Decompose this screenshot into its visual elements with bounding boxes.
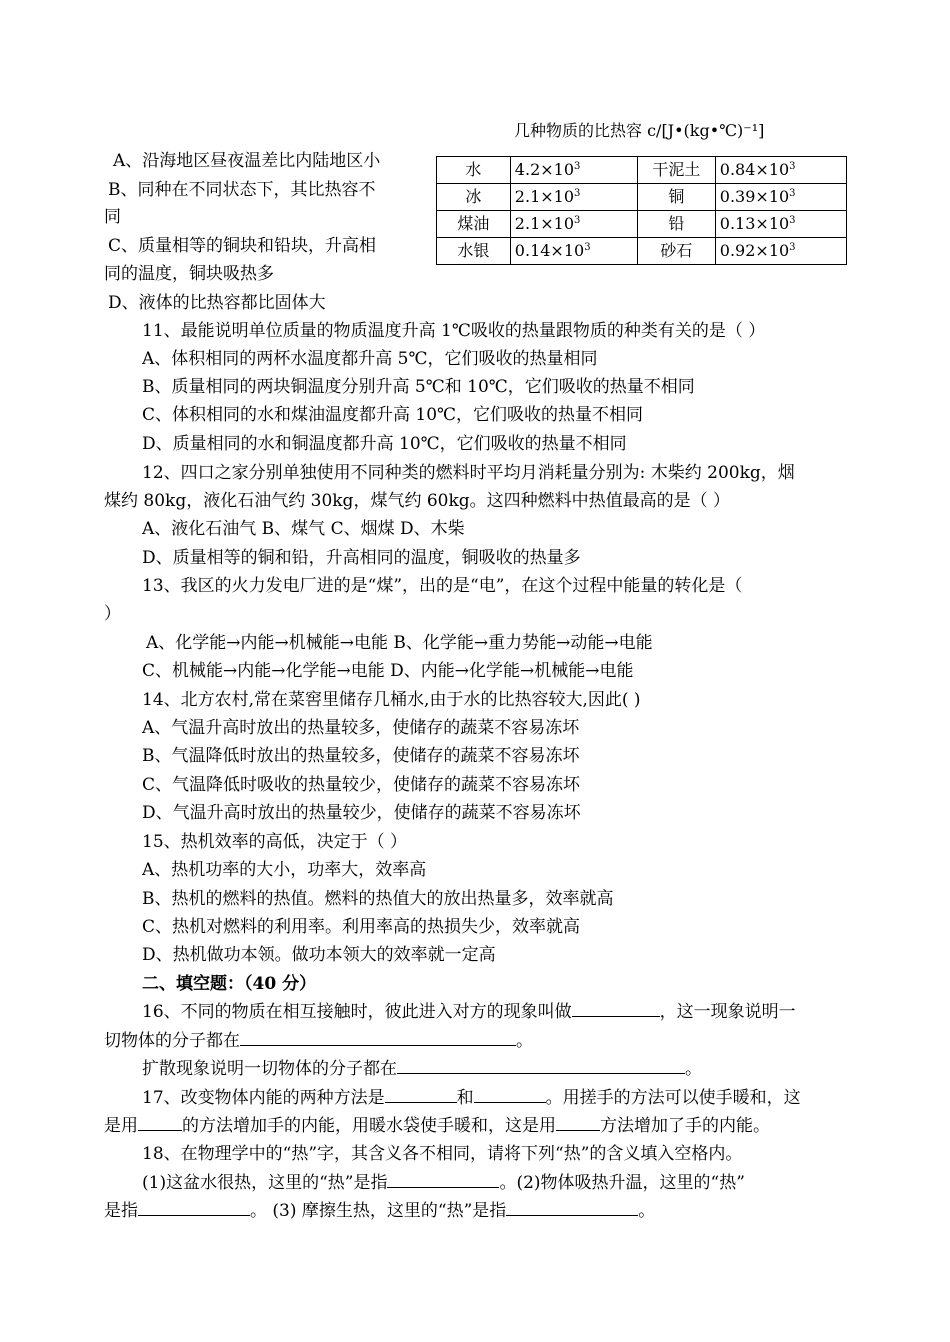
q18-stem: 18、在物理学中的“热”字，其含义各不相同，请将下列“热”的含义填入空格内。 xyxy=(142,1144,743,1164)
table-row xyxy=(437,157,847,184)
q12-stem-line1: 12、四口之家分别单独使用不同种类的燃料时平均月消耗量分别为: 木柴约 200kg，烟 xyxy=(142,463,795,483)
q13-stem-line1: 13、我区的火力发电厂进的是“煤”，出的是“电”，在这个过程中能量的转化是（ xyxy=(142,576,743,596)
q18-text-1: (1)这盆水很热，这里的“热”是指 xyxy=(142,1173,388,1193)
q14-option-a: A、气温升高时放出的热量较多，使储存的蔬菜不容易冻坏 xyxy=(142,718,580,738)
q18-text-5: 。 xyxy=(638,1201,656,1221)
q11-stem: 11、最能说明单位质量的物质温度升高 1℃吸收的热量跟物质的种类有关的是（ ） xyxy=(142,321,766,341)
specific-heat-value-exponent: 3 xyxy=(574,161,581,172)
q16-text-1: 16、不同的物质在相互接触时，彼此进入对方的现象叫做 xyxy=(142,1002,572,1022)
q11-option-d: D、质量相同的水和铜温度都升高 10℃，它们吸收的热量不相同 xyxy=(142,434,627,454)
q17-text-3: 。用搓手的方法可以使手暖和，这 xyxy=(545,1088,801,1108)
q16-blank-1[interactable] xyxy=(572,1001,660,1017)
q10-option-c-line1: C、质量相等的铜块和铅块，升高相 xyxy=(108,236,377,256)
specific-heat-value-mantissa: 2.1×10 xyxy=(514,214,575,233)
q17-text-6: 方法增加了手的内能。 xyxy=(600,1116,770,1136)
specific-heat-value-mantissa: 0.92×10 xyxy=(719,241,790,260)
substance-name: 铜 xyxy=(637,184,715,211)
q17-line2 xyxy=(104,1115,770,1137)
q16-line3 xyxy=(142,1058,702,1080)
q10-option-a: A、沿海地区昼夜温差比内陆地区小 xyxy=(113,151,381,171)
q17-text-1: 17、改变物体内能的两种方法是 xyxy=(142,1088,385,1108)
q17-blank-2[interactable] xyxy=(474,1087,546,1103)
q11-option-c: C、体积相同的水和煤油温度都升高 10℃，它们吸收的热量不相同 xyxy=(142,405,644,425)
specific-heat-value-mantissa: 0.14×10 xyxy=(514,241,585,260)
specific-heat-value-exponent: 3 xyxy=(789,188,796,199)
q15-option-c: C、热机对燃料的利用率。利用率高的热损失少，效率就高 xyxy=(142,917,581,937)
q15-option-d: D、热机做功本领。做功本领大的效率就一定高 xyxy=(142,945,496,965)
q16-text-2: ，这一现象说明一 xyxy=(659,1002,796,1022)
q17-blank-4[interactable] xyxy=(556,1115,600,1131)
specific-heat-value-mantissa: 0.39×10 xyxy=(719,187,790,206)
table-row xyxy=(437,238,847,265)
specific-heat-value xyxy=(510,157,637,184)
q17-line1 xyxy=(142,1087,801,1109)
specific-heat-value xyxy=(510,238,637,265)
q12-extra-option: D、质量相等的铜和铅，升高相同的温度，铜吸收的热量多 xyxy=(142,548,581,568)
specific-heat-value-exponent: 3 xyxy=(789,242,796,253)
q13-options-ab: A、化学能→内能→机械能→电能 B、化学能→重力势能→动能→电能 xyxy=(146,633,653,653)
q14-option-d: D、气温升高时放出的热量较少，使储存的蔬菜不容易冻坏 xyxy=(142,803,581,823)
q16-line1 xyxy=(142,1001,796,1023)
q12-stem-line2: 煤约 80kg，液化石油气约 30kg，煤气约 60kg。这四种燃料中热值最高的是（ ） xyxy=(104,491,731,511)
q15-option-b: B、热机的燃料的热值。燃料的热值大的放出热量多，效率就高 xyxy=(142,889,614,909)
q18-text-2: 。(2)物体吸热升温，这里的“热” xyxy=(499,1173,745,1193)
q17-blank-3[interactable] xyxy=(138,1115,182,1131)
q16-blank-3[interactable] xyxy=(397,1058,685,1074)
specific-heat-table xyxy=(436,156,847,265)
specific-heat-value-mantissa: 4.2×10 xyxy=(514,160,575,179)
specific-heat-value xyxy=(715,184,846,211)
substance-name: 冰 xyxy=(437,184,511,211)
q15-stem: 15、热机效率的高低，决定于（ ） xyxy=(142,832,408,852)
q17-blank-1[interactable] xyxy=(385,1087,457,1103)
q17-text-5: 的方法增加手的内能，用暖水袋使手暖和，这是用 xyxy=(182,1116,556,1136)
q16-text-3: 切物体的分子都在 xyxy=(104,1031,240,1051)
q14-option-c: C、气温降低时吸收的热量较少，使储存的蔬菜不容易冻坏 xyxy=(142,775,581,795)
q18-line1 xyxy=(142,1172,745,1194)
table-row xyxy=(437,211,847,238)
specific-heat-value-mantissa: 0.13×10 xyxy=(719,214,790,233)
specific-heat-value-exponent: 3 xyxy=(574,215,581,226)
q14-option-b: B、气温降低时放出的热量较多，使储存的蔬菜不容易冻坏 xyxy=(142,746,580,766)
q16-text-4: 。 xyxy=(516,1031,533,1051)
table-row xyxy=(437,184,847,211)
specific-heat-value xyxy=(715,211,846,238)
q18-blank-3[interactable] xyxy=(506,1200,638,1216)
specific-heat-value xyxy=(510,211,637,238)
q12-options: A、液化石油气 B、煤气 C、烟煤 D、木柴 xyxy=(142,519,465,539)
specific-heat-value xyxy=(510,184,637,211)
q10-option-b-line1: B、同种在不同状态下，其比热容不 xyxy=(108,180,376,200)
q16-text-6: 。 xyxy=(685,1059,702,1079)
q17-text-4: 是用 xyxy=(104,1116,138,1136)
q13-stem-line2: ） xyxy=(104,604,121,624)
q18-blank-1[interactable] xyxy=(387,1172,499,1188)
specific-heat-value-exponent: 3 xyxy=(574,188,581,199)
specific-heat-value-mantissa: 2.1×10 xyxy=(514,187,575,206)
specific-heat-value xyxy=(715,157,846,184)
specific-heat-value xyxy=(715,238,846,265)
substance-name: 水银 xyxy=(437,238,511,265)
q18-line2 xyxy=(104,1200,655,1222)
q10-option-c-line2: 同的温度，铜块吸热多 xyxy=(104,264,274,284)
q18-text-3: 是指 xyxy=(104,1201,138,1221)
q10-option-b-line2: 同 xyxy=(104,207,121,227)
section-2-heading: 二、填空题：（40 分） xyxy=(142,974,317,994)
specific-heat-value-exponent: 3 xyxy=(584,242,591,253)
specific-heat-value-exponent: 3 xyxy=(789,161,796,172)
q11-option-b: B、质量相同的两块铜温度分别升高 5℃和 10℃，它们吸收的热量不相同 xyxy=(142,377,695,397)
q16-text-5: 扩散现象说明一切物体的分子都在 xyxy=(142,1059,397,1079)
substance-name: 煤油 xyxy=(437,211,511,238)
q10-option-d: D、液体的比热容都比固体大 xyxy=(108,293,326,313)
substance-name: 干泥土 xyxy=(637,157,715,184)
q15-option-a: A、热机功率的大小，功率大，效率高 xyxy=(142,860,427,880)
q13-options-cd: C、机械能→内能→化学能→电能 D、内能→化学能→机械能→电能 xyxy=(142,661,634,681)
q16-line2 xyxy=(104,1030,533,1052)
q14-stem: 14、北方农村,常在菜窖里储存几桶水,由于水的比热容较大,因此( ) xyxy=(142,690,641,710)
substance-name: 水 xyxy=(437,157,511,184)
q18-blank-2[interactable] xyxy=(138,1200,250,1216)
q18-text-4: 。 (3) 摩擦生热，这里的“热”是指 xyxy=(250,1201,507,1221)
q16-blank-2[interactable] xyxy=(240,1030,516,1046)
specific-heat-value-mantissa: 0.84×10 xyxy=(719,160,790,179)
q11-option-a: A、体积相同的两杯水温度都升高 5℃，它们吸收的热量相同 xyxy=(142,349,598,369)
substance-name: 铅 xyxy=(637,211,715,238)
table-caption: 几种物质的比热容 c/[J•(kg•℃)⁻¹] xyxy=(514,121,765,140)
substance-name: 砂石 xyxy=(637,238,715,265)
q17-text-2: 和 xyxy=(456,1088,474,1108)
specific-heat-value-exponent: 3 xyxy=(789,215,796,226)
